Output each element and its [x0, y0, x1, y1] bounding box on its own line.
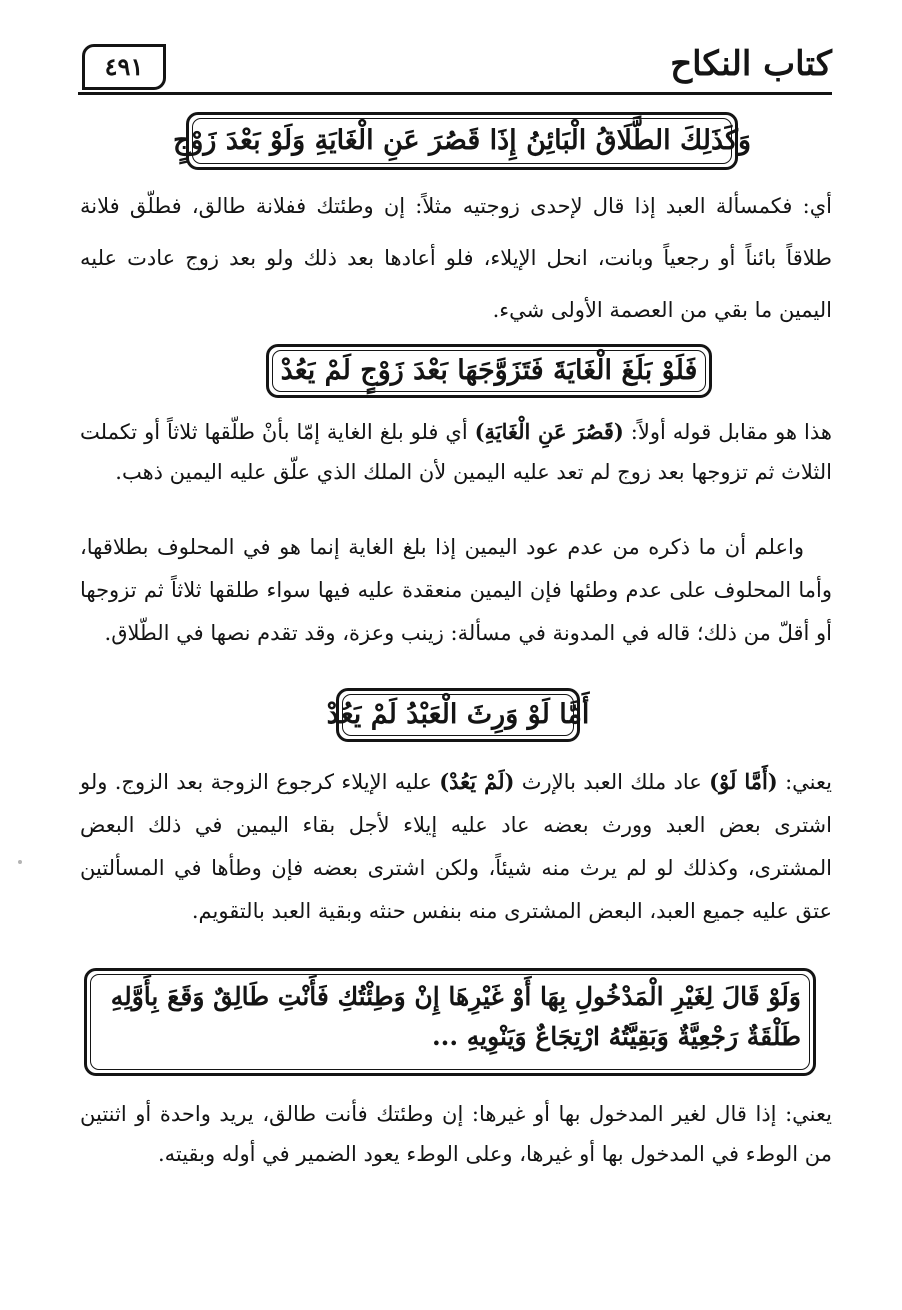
matn-text-1: وَكَذَلِكَ الطَّلَاقُ الْبَائِنُ إِذَا قَصُرَ عَنِ الْغَايَةِ وَلَوْ بَعْدَ زَوْجٍ — [172, 125, 752, 156]
page-number: ٤٩١ — [82, 44, 166, 90]
matn-box-2 — [266, 344, 712, 398]
commentary-3-prefix: يعني: — [785, 770, 832, 794]
commentary-3-quote-2: (لَمْ يَعُدْ) — [439, 769, 515, 794]
matn-box-4 — [84, 968, 816, 1076]
matn-box-1 — [172, 112, 752, 170]
commentary-4: يعني: إذا قال لغير المدخول بها أو غيرها: إن وطئتك فأنت طالق، يريد واحدة أو اثنتين من الوطء في المدخول بها أو غيرها، وعلى الوطء يعود الضمير في أوله وبقيته. — [80, 1102, 832, 1166]
page-header — [78, 40, 832, 96]
commentary-1: أي: فكمسألة العبد إذا قال لإحدى زوجتيه مثلاً: إن وطئتك ففلانة طالق، فطلّق فلانة طلاقاً بائناً أو رجعياً وبانت، انحل الإيلاء، فلو أعادها بعد ذلك ولو بعد زوج عادت عليه اليمين ما بقي من العصمة الأولى شيء. — [80, 194, 832, 322]
commentary-3-rest: عليه الإيلاء كرجوع الزوجة بعد الزوج. ولو اشترى بعض العبد وورث بعضه عاد عليه إيلاء لأجل بقاء اليمين في ذلك البعض المشترى، وكذلك لو لم يرث منه شيئاً، ولكن اشترى بعضه فإن وطأها في المسألتين عتق عليه جميع العبد، البعض المشترى منه بنفس حنثه وبقية العبد بالتقويم. — [80, 770, 832, 923]
commentary-2-rest: أي فلو بلغ الغاية إمّا بأنْ طلّقها ثلاثاً أو تكملت الثلاث ثم تزوجها بعد زوج لم تعد عليه اليمين لأن الملك الذي علّق عليه اليمين ذهب. — [80, 420, 832, 484]
matn-box-3 — [326, 688, 590, 742]
header-rule — [78, 92, 832, 95]
matn-text-4: وَلَوْ قَالَ لِغَيْرِ الْمَدْخُولِ بِهَا أَوْ غَيْرِهَا إِنْ وَطِئْتُكِ فَأَنْتِ طَالِقٌ وَقَعَ بِأَوَّلِهِ طَلْقَةٌ رَجْعِيَّةٌ وَبَقِيَّتُهُ ارْتِجَاعٌ وَيَنْوِيهِ ... — [110, 982, 801, 1051]
matn-text-2: فَلَوْ بَلَغَ الْغَايَةَ فَتَزَوَّجَهَا بَعْدَ زَوْجٍ لَمْ يَعُدْ — [280, 355, 698, 386]
commentary-2 — [80, 412, 832, 492]
margin-mark — [18, 860, 22, 864]
commentary-2-quote: (قَصُرَ عَنِ الْغَايَةِ) — [474, 419, 624, 444]
commentary-2b: واعلم أن ما ذكره من عدم عود اليمين إذا بلغ الغاية إنما هو في المحلوف بطلاقها، وأما المحلوف على عدم وطئها فإن اليمين منعقدة عليه فيها سواء طلقها ثلاثاً ثم تزوجها أو أقلّ من ذلك؛ قاله في المدونة في مسألة: زينب وعزة، وقد تقدم نصها في الطّلاق. — [80, 535, 832, 645]
commentary-2-prefix: هذا هو مقابل قوله أولاً: — [630, 420, 832, 444]
book-title: كتاب النكاح — [670, 44, 832, 84]
commentary-3-quote-1: (أَمَّا لَوْ) — [709, 769, 778, 794]
commentary-3 — [80, 760, 832, 933]
commentary-3-mid: عاد ملك العبد بالإرث — [521, 770, 702, 794]
matn-text-3: أَمَّا لَوْ وَرِثَ الْعَبْدُ لَمْ يَعُدْ — [326, 699, 590, 730]
